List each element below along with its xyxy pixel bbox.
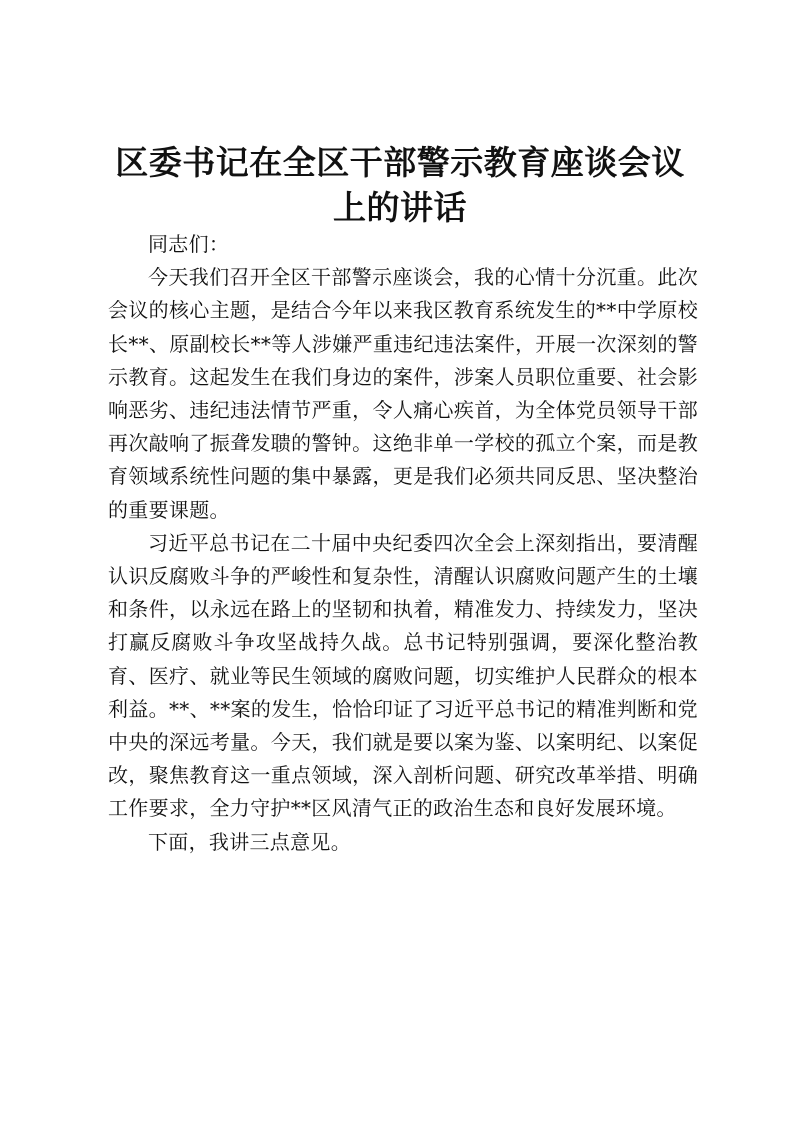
- document-body: [108, 228, 698, 859]
- document-title: 区委书记在全区干部警示教育座谈会议上的讲话: [115, 143, 685, 227]
- body-paragraph: 今天我们召开全区干部警示座谈会，我的心情十分沉重。此次会议的核心主题，是结合今年以来我区教育系统发生的**中学原校长**、原副校长**等人涉嫌严重违纪违法案件，开展一次深刻的警示教育。这起发生在我们身边的案件，涉案人员职位重要、社会影响恶劣、违纪违法情节严重，令人痛心疾首，为全体党员领导干部再次敲响了振聋发聩的警钟。这绝非单一学校的孤立个案，而是教育领域系统性问题的集中暴露，更是我们必须共同反思、坚决整治的重要课题。: [108, 265, 698, 522]
- salutation-paragraph: 同志们：: [148, 232, 230, 256]
- body-paragraph: 习近平总书记在二十届中央纪委四次全会上深刻指出，要清醒认识反腐败斗争的严峻性和复杂性，清醒认识腐败问题产生的土壤和条件，以永远在路上的坚韧和执着，精准发力、持续发力，坚决打赢反腐败斗争攻坚战持久战。总书记特别强调，要深化整治教育、医疗、就业等民生领域的腐败问题，切实维护人民群众的根本利益。**、**案的发生，恰恰印证了习近平总书记的精准判断和党中央的深远考量。今天，我们就是要以案为鉴、以案明纪、以案促改，聚焦教育这一重点领域，深入剖析问题、研究改革举措、明确工作要求，全力守护**区风清气正的政治生态和良好发展环境。: [108, 530, 698, 821]
- body-paragraph: 下面，我讲三点意见。: [148, 829, 351, 854]
